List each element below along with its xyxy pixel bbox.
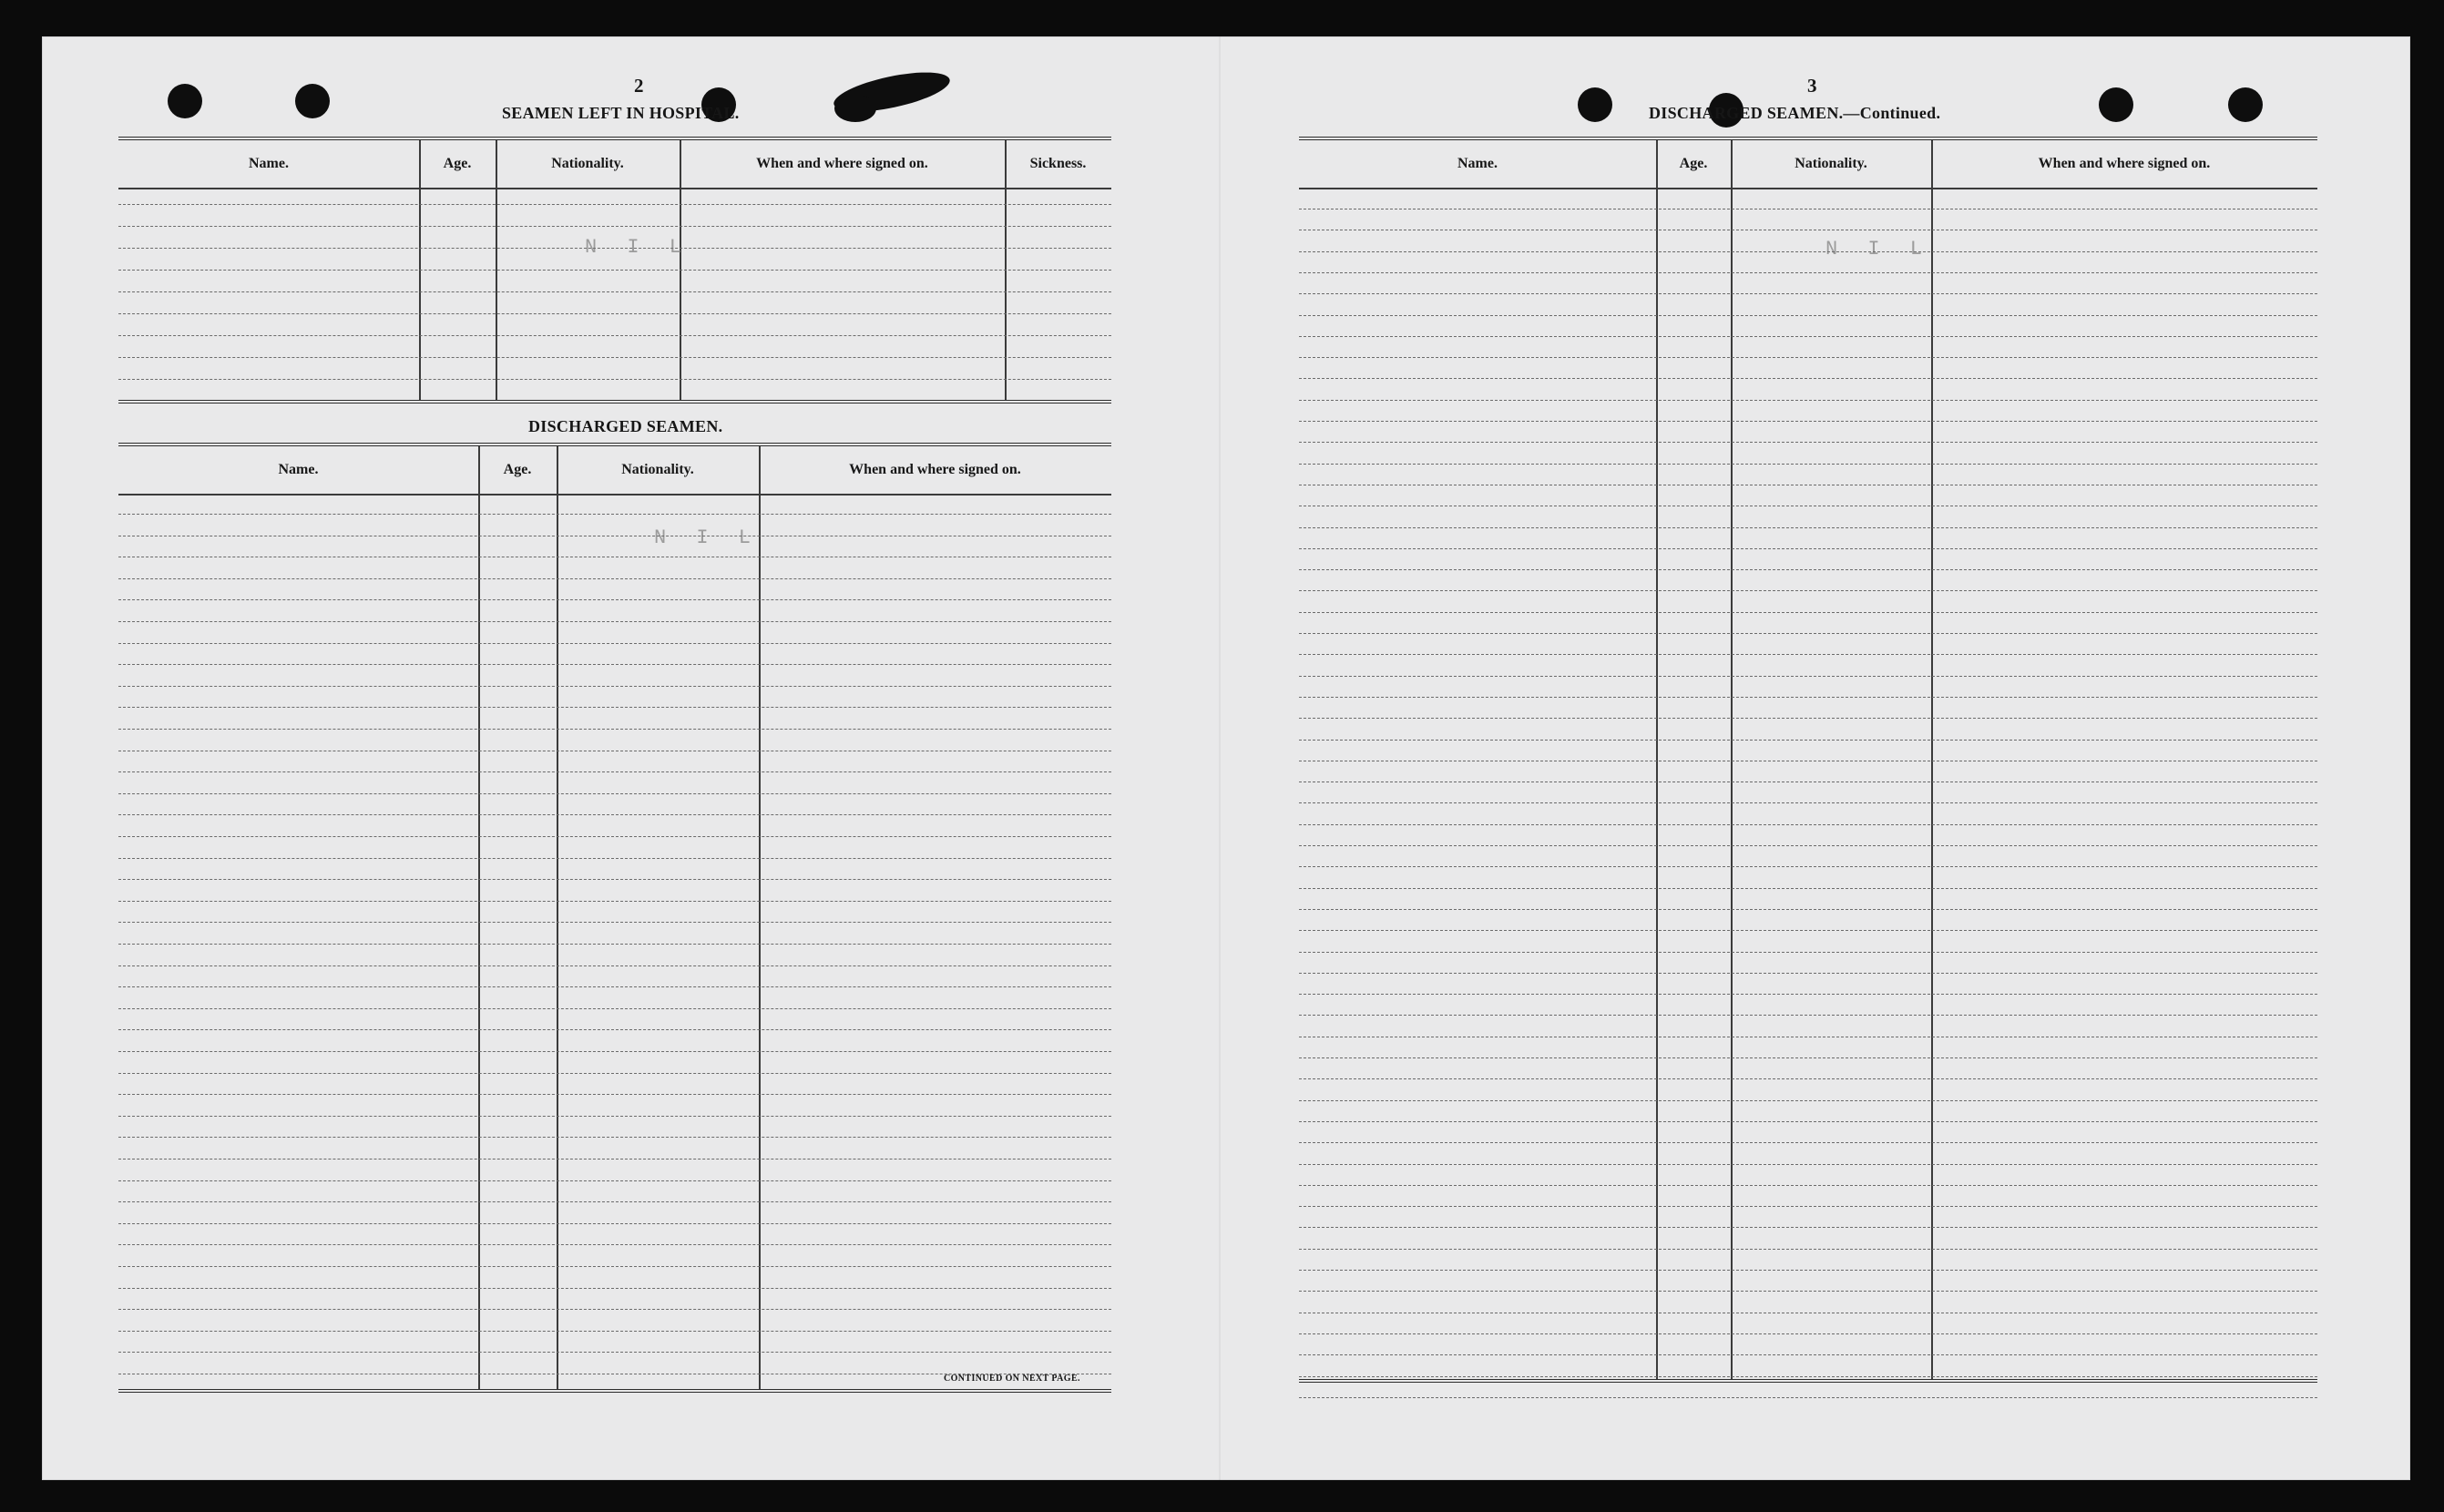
ruled-line — [118, 944, 1111, 945]
ruled-line — [1299, 676, 2317, 677]
hospital-col-age: Age. — [443, 156, 472, 171]
ruled-line — [118, 1029, 1111, 1030]
discharged-table-left — [118, 443, 1111, 1393]
ruled-line — [1299, 569, 2317, 570]
punch-hole-right-4 — [2228, 87, 2263, 122]
ruled-line — [118, 204, 1111, 205]
ruled-line — [118, 836, 1111, 837]
ruled-line — [1299, 1121, 2317, 1122]
discharged-col-nationality: Nationality. — [621, 462, 694, 477]
ruled-line — [1299, 994, 2317, 995]
ruled-line — [1299, 1185, 2317, 1186]
ruled-line — [1299, 888, 2317, 889]
hospital-col-sickness: Sickness. — [1029, 156, 1087, 171]
ruled-line — [118, 1352, 1111, 1353]
ruled-line — [1299, 633, 2317, 634]
ruled-line — [118, 771, 1111, 772]
ruled-line — [1299, 1206, 2317, 1207]
ruled-line — [1299, 866, 2317, 867]
discharged-section-title: DISCHARGED SEAMEN. — [528, 417, 723, 435]
continued-col-name: Name. — [1457, 156, 1498, 171]
ruled-line — [118, 335, 1111, 336]
ruled-line — [118, 858, 1111, 859]
discharged-col-signed-on: When and where signed on. — [849, 462, 1021, 477]
ruled-line — [1299, 1100, 2317, 1101]
continued-col-nationality: Nationality. — [1795, 156, 1867, 171]
ruled-line — [118, 1094, 1111, 1095]
ruled-line — [118, 729, 1111, 730]
ruled-line — [118, 1180, 1111, 1181]
ruled-line — [1299, 1333, 2317, 1334]
hospital-col-name: Name. — [249, 156, 289, 171]
ruled-line — [1299, 357, 2317, 358]
ruled-line — [1299, 315, 2317, 316]
ruled-line — [118, 248, 1111, 249]
punch-hole-left-1 — [168, 84, 202, 118]
discharged-header-rule — [118, 494, 1111, 495]
ruled-line — [118, 514, 1111, 515]
hospital-table — [118, 137, 1111, 404]
ruled-line — [118, 1331, 1111, 1332]
ruled-line — [1299, 527, 2317, 528]
ruled-line — [1299, 378, 2317, 379]
ruled-line — [1299, 400, 2317, 401]
ruled-line — [118, 686, 1111, 687]
ruled-line — [1299, 1291, 2317, 1292]
ruled-line — [118, 1116, 1111, 1117]
hospital-col-nationality: Nationality. — [551, 156, 624, 171]
ruled-line — [1299, 654, 2317, 655]
ruled-line — [118, 1223, 1111, 1224]
ruled-line — [1299, 909, 2317, 910]
ruled-line — [1299, 1015, 2317, 1016]
ruled-line — [118, 965, 1111, 966]
ruled-line — [1299, 442, 2317, 443]
ruled-line — [1299, 1270, 2317, 1271]
discharged-table-right — [1299, 137, 2317, 1383]
ruled-line — [1299, 421, 2317, 422]
ruled-line — [118, 1201, 1111, 1202]
ruled-line — [118, 986, 1111, 987]
ruled-line — [118, 1244, 1111, 1245]
ruled-line — [1299, 1078, 2317, 1079]
discharged-divider-2 — [557, 446, 558, 1389]
ruled-line — [1299, 718, 2317, 719]
ruled-line — [118, 901, 1111, 902]
ruled-line — [118, 793, 1111, 794]
ruled-line — [118, 270, 1111, 271]
ruled-line — [1299, 952, 2317, 953]
ruled-line — [1299, 272, 2317, 273]
ruled-line — [1299, 464, 2317, 465]
ruled-line — [118, 922, 1111, 923]
ruled-line — [1299, 293, 2317, 294]
ruled-line — [118, 1008, 1111, 1009]
punch-hole-right-1 — [1578, 87, 1612, 122]
ruled-line — [118, 1266, 1111, 1267]
ruled-line — [1299, 1227, 2317, 1228]
ruled-line — [1299, 548, 2317, 549]
punch-hole-left-2 — [295, 84, 330, 118]
left-page-number: 2 — [634, 75, 644, 97]
discharged-divider-3 — [759, 446, 761, 1389]
ruled-line — [1299, 973, 2317, 974]
continued-col-age: Age. — [1679, 156, 1708, 171]
ruled-line — [118, 357, 1111, 358]
hospital-section-title: SEAMEN LEFT IN HOSPITAL. — [502, 104, 740, 122]
ruled-line — [1299, 824, 2317, 825]
continued-nil-stamp: N I L — [1825, 238, 1932, 261]
discharged-continued-title: DISCHARGED SEAMEN.—Continued. — [1649, 104, 1941, 122]
ruled-line — [118, 664, 1111, 665]
hospital-header-rule — [118, 188, 1111, 189]
punch-hole-right-3 — [2099, 87, 2133, 122]
ink-blot-small — [834, 95, 876, 122]
hospital-col-signed-on: When and where signed on. — [756, 156, 928, 171]
ruled-line — [1299, 590, 2317, 591]
continued-note: CONTINUED ON NEXT PAGE. — [944, 1374, 1080, 1384]
ruled-line — [1299, 1354, 2317, 1355]
ruled-line — [1299, 845, 2317, 846]
ruled-line — [118, 1159, 1111, 1160]
ruled-line — [1299, 1057, 2317, 1058]
right-page-number: 3 — [1807, 75, 1817, 97]
ruled-line — [118, 814, 1111, 815]
continued-col-signed-on: When and where signed on. — [2038, 156, 2211, 171]
ruled-line — [118, 313, 1111, 314]
ruled-line — [1299, 251, 2317, 252]
ruled-line — [118, 1309, 1111, 1310]
ruled-line — [118, 379, 1111, 380]
ruled-line — [1299, 740, 2317, 741]
ruled-line — [118, 621, 1111, 622]
ruled-line — [118, 1051, 1111, 1052]
ruled-line — [1299, 802, 2317, 803]
ruled-line — [118, 578, 1111, 579]
ruled-line — [1299, 336, 2317, 337]
ruled-line — [118, 643, 1111, 644]
ruled-line — [1299, 1397, 2317, 1398]
ruled-line — [1299, 1249, 2317, 1250]
ruled-line — [118, 1288, 1111, 1289]
ruled-line — [118, 879, 1111, 880]
ruled-line — [118, 599, 1111, 600]
ruled-line — [118, 707, 1111, 708]
ruled-line — [1299, 1142, 2317, 1143]
discharged-col-age: Age. — [503, 462, 532, 477]
ruled-line — [118, 226, 1111, 227]
discharged-col-name: Name. — [278, 462, 319, 477]
ruled-line — [1299, 1376, 2317, 1377]
ruled-line — [1299, 1164, 2317, 1165]
ruled-line — [118, 291, 1111, 292]
ruled-line — [1299, 930, 2317, 931]
ruled-line — [118, 1137, 1111, 1138]
discharged-left-nil-stamp: N I L — [654, 526, 761, 549]
discharged-divider-1 — [478, 446, 480, 1389]
continued-header-rule — [1299, 188, 2317, 189]
ruled-line — [1299, 612, 2317, 613]
ruled-line — [118, 1073, 1111, 1074]
document-spread — [42, 36, 2410, 1480]
hospital-nil-stamp: N I L — [585, 236, 691, 259]
ruled-line — [1299, 697, 2317, 698]
